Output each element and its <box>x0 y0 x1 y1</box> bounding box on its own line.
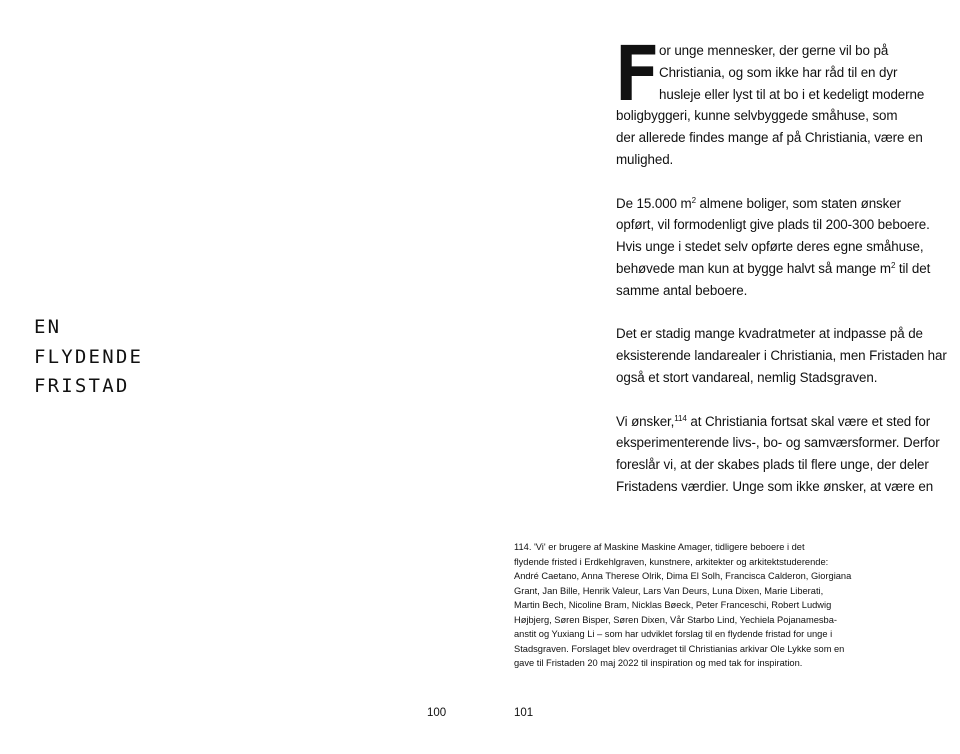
text-line: opført, vil formodenligt give plads til 200-300 beboere. <box>616 217 930 233</box>
footnote-line: flydende fristed i Erdkehlgraven, kunstnere, arkitekter og arkitektstuderende: <box>514 556 829 567</box>
footnote <box>514 540 852 671</box>
text-line: boligbyggeri, kunne selvbyggede småhuse, som <box>616 108 898 124</box>
page-number-left: 100 <box>427 707 447 719</box>
title-line: EN <box>34 316 62 338</box>
text-line: foreslår vi, at der skabes plads til flere unge, der deler <box>616 457 929 473</box>
drop-cap: F <box>614 29 660 118</box>
text-line: Vi ønsker,$^{114}$ at Christiania fortsat skal være et sted for <box>616 413 931 429</box>
footnote-line: 114. 'Vi' er brugere af Maskine Maskine Amager, tidligere beboere i det <box>514 542 805 552</box>
text-line: Det er stadig mange kvadratmeter at indpasse på de <box>616 326 923 342</box>
footnote-ref: 114 <box>674 413 687 423</box>
title-line: FRISTAD <box>34 375 130 397</box>
text-line: der allerede findes mange af på Christiania, være en <box>616 130 923 146</box>
text-line: or unge mennesker, der gerne vil bo på <box>659 43 889 58</box>
title-line: FLYDENDE <box>34 345 144 368</box>
text-line: også et stort vandareal, nemlig Stadsgraven. <box>616 369 878 385</box>
text-line: behøvede man kun at bygge halvt så mange $m^2$ til det <box>616 260 931 276</box>
paragraph-housing <box>616 193 931 302</box>
page-number-right: 101 <box>514 707 534 719</box>
text-line: Fristadens værdier. Unge som ikke ønsker, at være en <box>616 478 934 494</box>
text-line: eksperimenterende livs-, bo- og samværsformer. Derfor <box>616 435 940 451</box>
footnote-line: gave til Fristaden 20 maj 2022 til inspiration og med tak for inspiration. <box>514 658 803 668</box>
footnote-line: Grant, Jan Bille, Henrik Valeur, Lars Van Deurs, Luna Dixen, Marie Liberati, <box>514 585 824 596</box>
superscript: 2 <box>691 195 696 205</box>
footnote-line: Højbjerg, Søren Bisper, Søren Dixen, Vår Starbo Lind, Yechiela Pojanamesba- <box>514 614 837 625</box>
text-line: samme antal beboere. <box>616 282 748 298</box>
footnote-line: anstit og Yuxiang Li – som har udviklet forslag til en flydende fristad for unge i <box>514 629 833 639</box>
body-text <box>614 29 947 520</box>
text-line: husleje eller lyst til at bo i et kedeligt moderne <box>659 86 925 102</box>
text-line: Christiania, og som ikke har råd til en dyr <box>659 64 898 80</box>
text-line: De 15.000 $m^2$ almene boliger, som staten ønsker <box>616 195 901 211</box>
section-title <box>34 313 143 402</box>
paragraph-stadsgraven <box>616 323 947 388</box>
footnote-line: Stadsgraven. Forslaget blev overdraget til Christianias arkivar Ole Lykke som en <box>514 643 845 654</box>
footnote-line: André Caetano, Anna Therese Olrik, Dima El Solh, Francisca Calderon, Giorgiana <box>514 571 852 581</box>
lead-paragraph <box>614 29 928 171</box>
text-line: mulighed. <box>616 151 674 167</box>
text-line: eksisterende landarealer i Christiania, men Fristaden har <box>616 348 947 364</box>
text-line: Hvis unge i stedet selv opførte deres egne småhuse, <box>616 239 924 255</box>
paragraph-wishes <box>616 411 940 498</box>
superscript: 2 <box>890 260 896 270</box>
footnote-line: Martin Bech, Nicoline Bram, Nicklas Bøeck, Peter Franceschi, Robert Ludwig <box>514 600 832 610</box>
